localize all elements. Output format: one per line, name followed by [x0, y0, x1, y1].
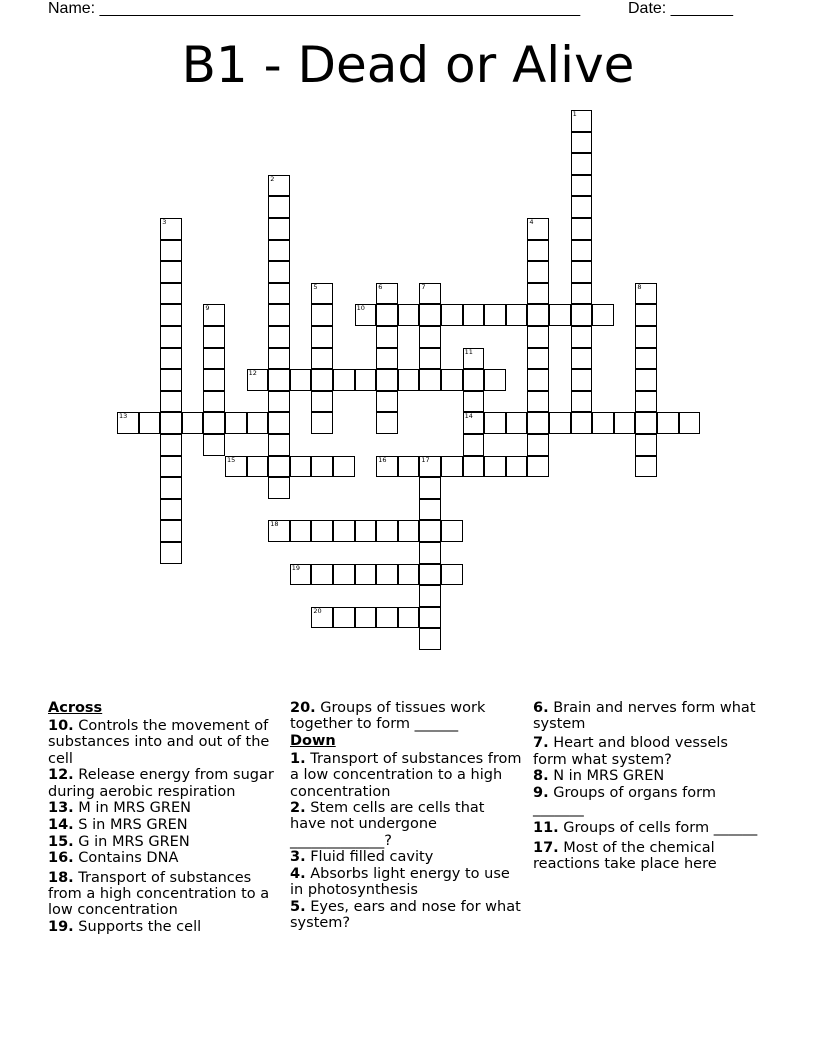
crossword-cell[interactable]: [527, 434, 549, 456]
clues-column-2: [290, 700, 522, 932]
crossword-cell[interactable]: [203, 348, 225, 370]
crossword-cell[interactable]: [203, 434, 225, 456]
down-heading: Down: [290, 732, 336, 749]
crossword-cell[interactable]: [160, 520, 182, 542]
clue-down-1: 1. Transport of substances from a low concentration to a high concentration: [290, 751, 522, 800]
clue-down-3: 3. Fluid filled cavity: [290, 849, 434, 866]
crossword-cell[interactable]: [463, 304, 485, 326]
clue-across-15: 15. G in MRS GREN: [48, 833, 190, 850]
crossword-cell[interactable]: [592, 412, 614, 434]
crossword-cell[interactable]: [247, 456, 269, 478]
crossword-cell[interactable]: [527, 304, 549, 326]
crossword-cell[interactable]: [635, 304, 657, 326]
cell-number: 5: [313, 282, 318, 291]
crossword-cell[interactable]: [571, 283, 593, 305]
cell-number: 10: [356, 304, 365, 313]
crossword-cell[interactable]: [398, 564, 420, 586]
crossword-cell[interactable]: [441, 520, 463, 542]
crossword-cell[interactable]: [463, 456, 485, 478]
crossword-cell[interactable]: [419, 542, 441, 564]
crossword-cell[interactable]: [635, 434, 657, 456]
cell-number: 14: [464, 412, 473, 421]
clue-across-16: 16. Contains DNA: [48, 850, 179, 867]
clue-across-18: 18. Transport of substances from a high concentration to a low concentration: [48, 869, 270, 918]
crossword-cell[interactable]: [376, 304, 398, 326]
crossword-cell[interactable]: [311, 607, 333, 629]
crossword-cell[interactable]: [333, 456, 355, 478]
crossword-cell[interactable]: [527, 240, 549, 262]
clue-across-13: 13. M in MRS GREN: [48, 800, 191, 817]
crossword-cell[interactable]: [160, 456, 182, 478]
crossword-cell[interactable]: [571, 369, 593, 391]
crossword-cell[interactable]: [571, 153, 593, 175]
crossword-cell[interactable]: [441, 369, 463, 391]
clue-across-19: 19. Supports the cell: [48, 918, 202, 935]
crossword-cell[interactable]: [463, 412, 485, 434]
crossword-cell[interactable]: [527, 412, 549, 434]
crossword-cell[interactable]: [527, 283, 549, 305]
crossword-cell[interactable]: [419, 499, 441, 521]
clue-down-17: 17. Most of the chemical reactions take place here: [533, 839, 717, 872]
crossword-cell[interactable]: [311, 304, 333, 326]
crossword-cell[interactable]: [571, 412, 593, 434]
crossword-cell[interactable]: [333, 369, 355, 391]
crossword-cell[interactable]: [463, 369, 485, 391]
clue-across-20: 20. Groups of tissues work together to form ______: [290, 700, 486, 733]
crossword-cell[interactable]: [268, 412, 290, 434]
crossword-cell[interactable]: [268, 240, 290, 262]
crossword-cell[interactable]: [419, 304, 441, 326]
crossword-cell[interactable]: [355, 564, 377, 586]
crossword-cell[interactable]: [398, 520, 420, 542]
crossword-cell[interactable]: [419, 520, 441, 542]
clues-column-1: [48, 700, 280, 935]
crossword-cell[interactable]: [484, 369, 506, 391]
cell-number: 18: [270, 520, 279, 529]
crossword-cell[interactable]: [398, 456, 420, 478]
crossword-cell[interactable]: [571, 304, 593, 326]
crossword-cell[interactable]: [333, 607, 355, 629]
crossword-cell[interactable]: [268, 218, 290, 240]
crossword-cell[interactable]: [679, 412, 701, 434]
crossword-cell[interactable]: [571, 348, 593, 370]
crossword-cell[interactable]: [290, 564, 312, 586]
crossword-cell[interactable]: [549, 412, 571, 434]
crossword-cell[interactable]: [268, 175, 290, 197]
crossword-cell[interactable]: [527, 326, 549, 348]
clue-down-4: 4. Absorbs light energy to use in photosynthesis: [290, 866, 510, 899]
crossword-cell[interactable]: [290, 520, 312, 542]
crossword-cell[interactable]: [268, 520, 290, 542]
crossword-cell[interactable]: [160, 369, 182, 391]
crossword-cell[interactable]: [203, 326, 225, 348]
crossword-cell[interactable]: [441, 564, 463, 586]
crossword-cell[interactable]: [571, 391, 593, 413]
crossword-cell[interactable]: [571, 132, 593, 154]
crossword-cell[interactable]: [139, 412, 161, 434]
crossword-cell[interactable]: [268, 369, 290, 391]
crossword-cell[interactable]: [160, 283, 182, 305]
crossword-cell[interactable]: [635, 326, 657, 348]
crossword-cell[interactable]: [311, 520, 333, 542]
clue-down-8: 8. N in MRS GREN: [533, 768, 665, 785]
clue-across-12: 12. Release energy from sugar during aerobic respiration: [48, 767, 274, 800]
crossword-cell[interactable]: [419, 477, 441, 499]
crossword-cell[interactable]: [290, 369, 312, 391]
crossword-cell[interactable]: [657, 412, 679, 434]
crossword-cell[interactable]: [463, 348, 485, 370]
cell-number: 6: [378, 282, 383, 291]
crossword-cell[interactable]: [463, 391, 485, 413]
crossword-cell[interactable]: [635, 456, 657, 478]
crossword-cell[interactable]: [484, 304, 506, 326]
clue-down-9: 9. Groups of organs form _______: [533, 785, 716, 818]
crossword-cell[interactable]: [635, 348, 657, 370]
crossword-cell[interactable]: [527, 218, 549, 240]
crossword-cell[interactable]: [160, 218, 182, 240]
crossword-cell[interactable]: [160, 261, 182, 283]
crossword-cell[interactable]: [160, 391, 182, 413]
crossword-cell[interactable]: [355, 369, 377, 391]
clues-column-3: [533, 700, 765, 873]
crossword-cell[interactable]: [527, 261, 549, 283]
crossword-cell[interactable]: [484, 412, 506, 434]
crossword-cell[interactable]: [376, 456, 398, 478]
crossword-cell[interactable]: [268, 261, 290, 283]
crossword-cell[interactable]: [549, 304, 571, 326]
crossword-cell[interactable]: [268, 391, 290, 413]
cell-number: 3: [162, 218, 167, 226]
crossword-cell[interactable]: [592, 304, 614, 326]
crossword-cell[interactable]: [225, 456, 247, 478]
clue-down-2: 2. Stem cells are cells that have not undergone _____________?: [290, 800, 485, 849]
crossword-cell[interactable]: [527, 369, 549, 391]
crossword-cell[interactable]: [376, 326, 398, 348]
crossword-cell[interactable]: [571, 240, 593, 262]
crossword-cell[interactable]: [376, 412, 398, 434]
across-heading: Across: [48, 700, 103, 716]
name-field-label[interactable]: Name: ______________________________________________________: [48, 0, 581, 17]
crossword-cell[interactable]: [268, 434, 290, 456]
crossword-cell[interactable]: [376, 391, 398, 413]
crossword-cell[interactable]: [268, 326, 290, 348]
crossword-cell[interactable]: [268, 477, 290, 499]
crossword-cell[interactable]: [203, 304, 225, 326]
crossword-cell[interactable]: [311, 326, 333, 348]
crossword-cell[interactable]: [614, 412, 636, 434]
crossword-cell[interactable]: [203, 391, 225, 413]
crossword-cell[interactable]: [311, 348, 333, 370]
crossword-cell[interactable]: [160, 499, 182, 521]
cell-number: 17: [421, 455, 430, 464]
crossword-cell[interactable]: [376, 348, 398, 370]
cell-number: 20: [313, 606, 322, 615]
crossword-cell[interactable]: [355, 520, 377, 542]
crossword-cell[interactable]: [333, 520, 355, 542]
crossword-cell[interactable]: [571, 110, 593, 132]
crossword-cell[interactable]: [571, 196, 593, 218]
clue-down-11: 11. Groups of cells form ______: [533, 820, 758, 837]
crossword-cell[interactable]: [398, 304, 420, 326]
crossword-cell[interactable]: [160, 434, 182, 456]
crossword-cell[interactable]: [635, 283, 657, 305]
cell-number: 9: [205, 304, 210, 313]
cell-number: 1: [572, 110, 577, 118]
clue-down-5: 5. Eyes, ears and nose for what system?: [290, 898, 521, 932]
cell-number: 7: [421, 282, 426, 291]
crossword-cell[interactable]: [571, 218, 593, 240]
crossword-cell[interactable]: [160, 348, 182, 370]
crossword-cell[interactable]: [311, 456, 333, 478]
crossword-cell[interactable]: [506, 456, 528, 478]
cell-number: 13: [119, 412, 128, 421]
crossword-cell[interactable]: [160, 304, 182, 326]
crossword-cell[interactable]: [419, 607, 441, 629]
crossword-cell[interactable]: [419, 283, 441, 305]
crossword-cell[interactable]: [419, 456, 441, 478]
crossword-cell[interactable]: [160, 542, 182, 564]
crossword-cell[interactable]: [160, 326, 182, 348]
crossword-cell[interactable]: [527, 456, 549, 478]
crossword-cell[interactable]: [247, 412, 269, 434]
crossword-cell[interactable]: [419, 326, 441, 348]
crossword-cell[interactable]: [203, 412, 225, 434]
crossword-cell[interactable]: [635, 391, 657, 413]
cell-number: 19: [291, 563, 301, 572]
crossword-cell[interactable]: [571, 175, 593, 197]
crossword-cell[interactable]: [419, 564, 441, 586]
crossword-cell[interactable]: [463, 434, 485, 456]
crossword-cell[interactable]: [355, 304, 377, 326]
crossword-cell[interactable]: [268, 283, 290, 305]
crossword-cell[interactable]: [311, 412, 333, 434]
crossword-cell[interactable]: [419, 348, 441, 370]
crossword-cell[interactable]: [268, 304, 290, 326]
crossword-cell[interactable]: [506, 412, 528, 434]
crossword-cell[interactable]: [376, 520, 398, 542]
crossword-cell[interactable]: [571, 326, 593, 348]
cell-number: 12: [248, 369, 257, 378]
crossword-cell[interactable]: [376, 283, 398, 305]
page-title: B1 - Dead or Alive: [181, 36, 635, 94]
cell-number: 8: [637, 282, 642, 291]
crossword-cell[interactable]: [527, 391, 549, 413]
crossword-cell[interactable]: [635, 369, 657, 391]
crossword-cell[interactable]: [268, 348, 290, 370]
crossword-cell[interactable]: [398, 369, 420, 391]
cell-number: 4: [529, 218, 534, 226]
crossword-cell[interactable]: [484, 456, 506, 478]
crossword-cell[interactable]: [635, 412, 657, 434]
crossword-cell[interactable]: [398, 607, 420, 629]
crossword-cell[interactable]: [311, 283, 333, 305]
crossword-cell[interactable]: [419, 585, 441, 607]
cell-number: 2: [270, 174, 275, 183]
crossword-cell[interactable]: [419, 628, 441, 650]
crossword-cell[interactable]: [376, 607, 398, 629]
crossword-cell[interactable]: [506, 304, 528, 326]
crossword-cell[interactable]: [527, 348, 549, 370]
crossword-cell[interactable]: [225, 412, 247, 434]
crossword-cell[interactable]: [419, 369, 441, 391]
crossword-cell[interactable]: [182, 412, 204, 434]
crossword-cell[interactable]: [268, 196, 290, 218]
cell-number: 11: [464, 347, 473, 356]
clue-down-6: 6. Brain and nerves form what system: [533, 700, 756, 733]
crossword-cell[interactable]: [203, 369, 225, 391]
crossword-cell[interactable]: [376, 564, 398, 586]
crossword-cell[interactable]: [160, 240, 182, 262]
crossword-cell[interactable]: [333, 564, 355, 586]
crossword-cell[interactable]: [376, 369, 398, 391]
cell-number: 15: [227, 455, 236, 464]
date-field-label[interactable]: Date: _______: [628, 0, 733, 17]
crossword-cell[interactable]: [355, 607, 377, 629]
crossword-cell[interactable]: [117, 412, 139, 434]
crossword-cell[interactable]: [311, 369, 333, 391]
crossword-cell[interactable]: [160, 412, 182, 434]
clue-across-10: 10. Controls the movement of substances into and out of the cell: [48, 718, 270, 767]
crossword-cell[interactable]: [571, 261, 593, 283]
crossword-cell[interactable]: [311, 391, 333, 413]
cell-number: 16: [378, 455, 387, 464]
crossword-cell[interactable]: [160, 477, 182, 499]
clue-down-7: 7. Heart and blood vessels form what system?: [533, 735, 728, 768]
crossword-cell[interactable]: [441, 456, 463, 478]
crossword-cell[interactable]: [311, 564, 333, 586]
crossword-cell[interactable]: [441, 304, 463, 326]
crossword-cell[interactable]: [290, 456, 312, 478]
crossword-cell[interactable]: [247, 369, 269, 391]
crossword-cell[interactable]: [268, 456, 290, 478]
clue-across-14: 14. S in MRS GREN: [48, 816, 188, 833]
